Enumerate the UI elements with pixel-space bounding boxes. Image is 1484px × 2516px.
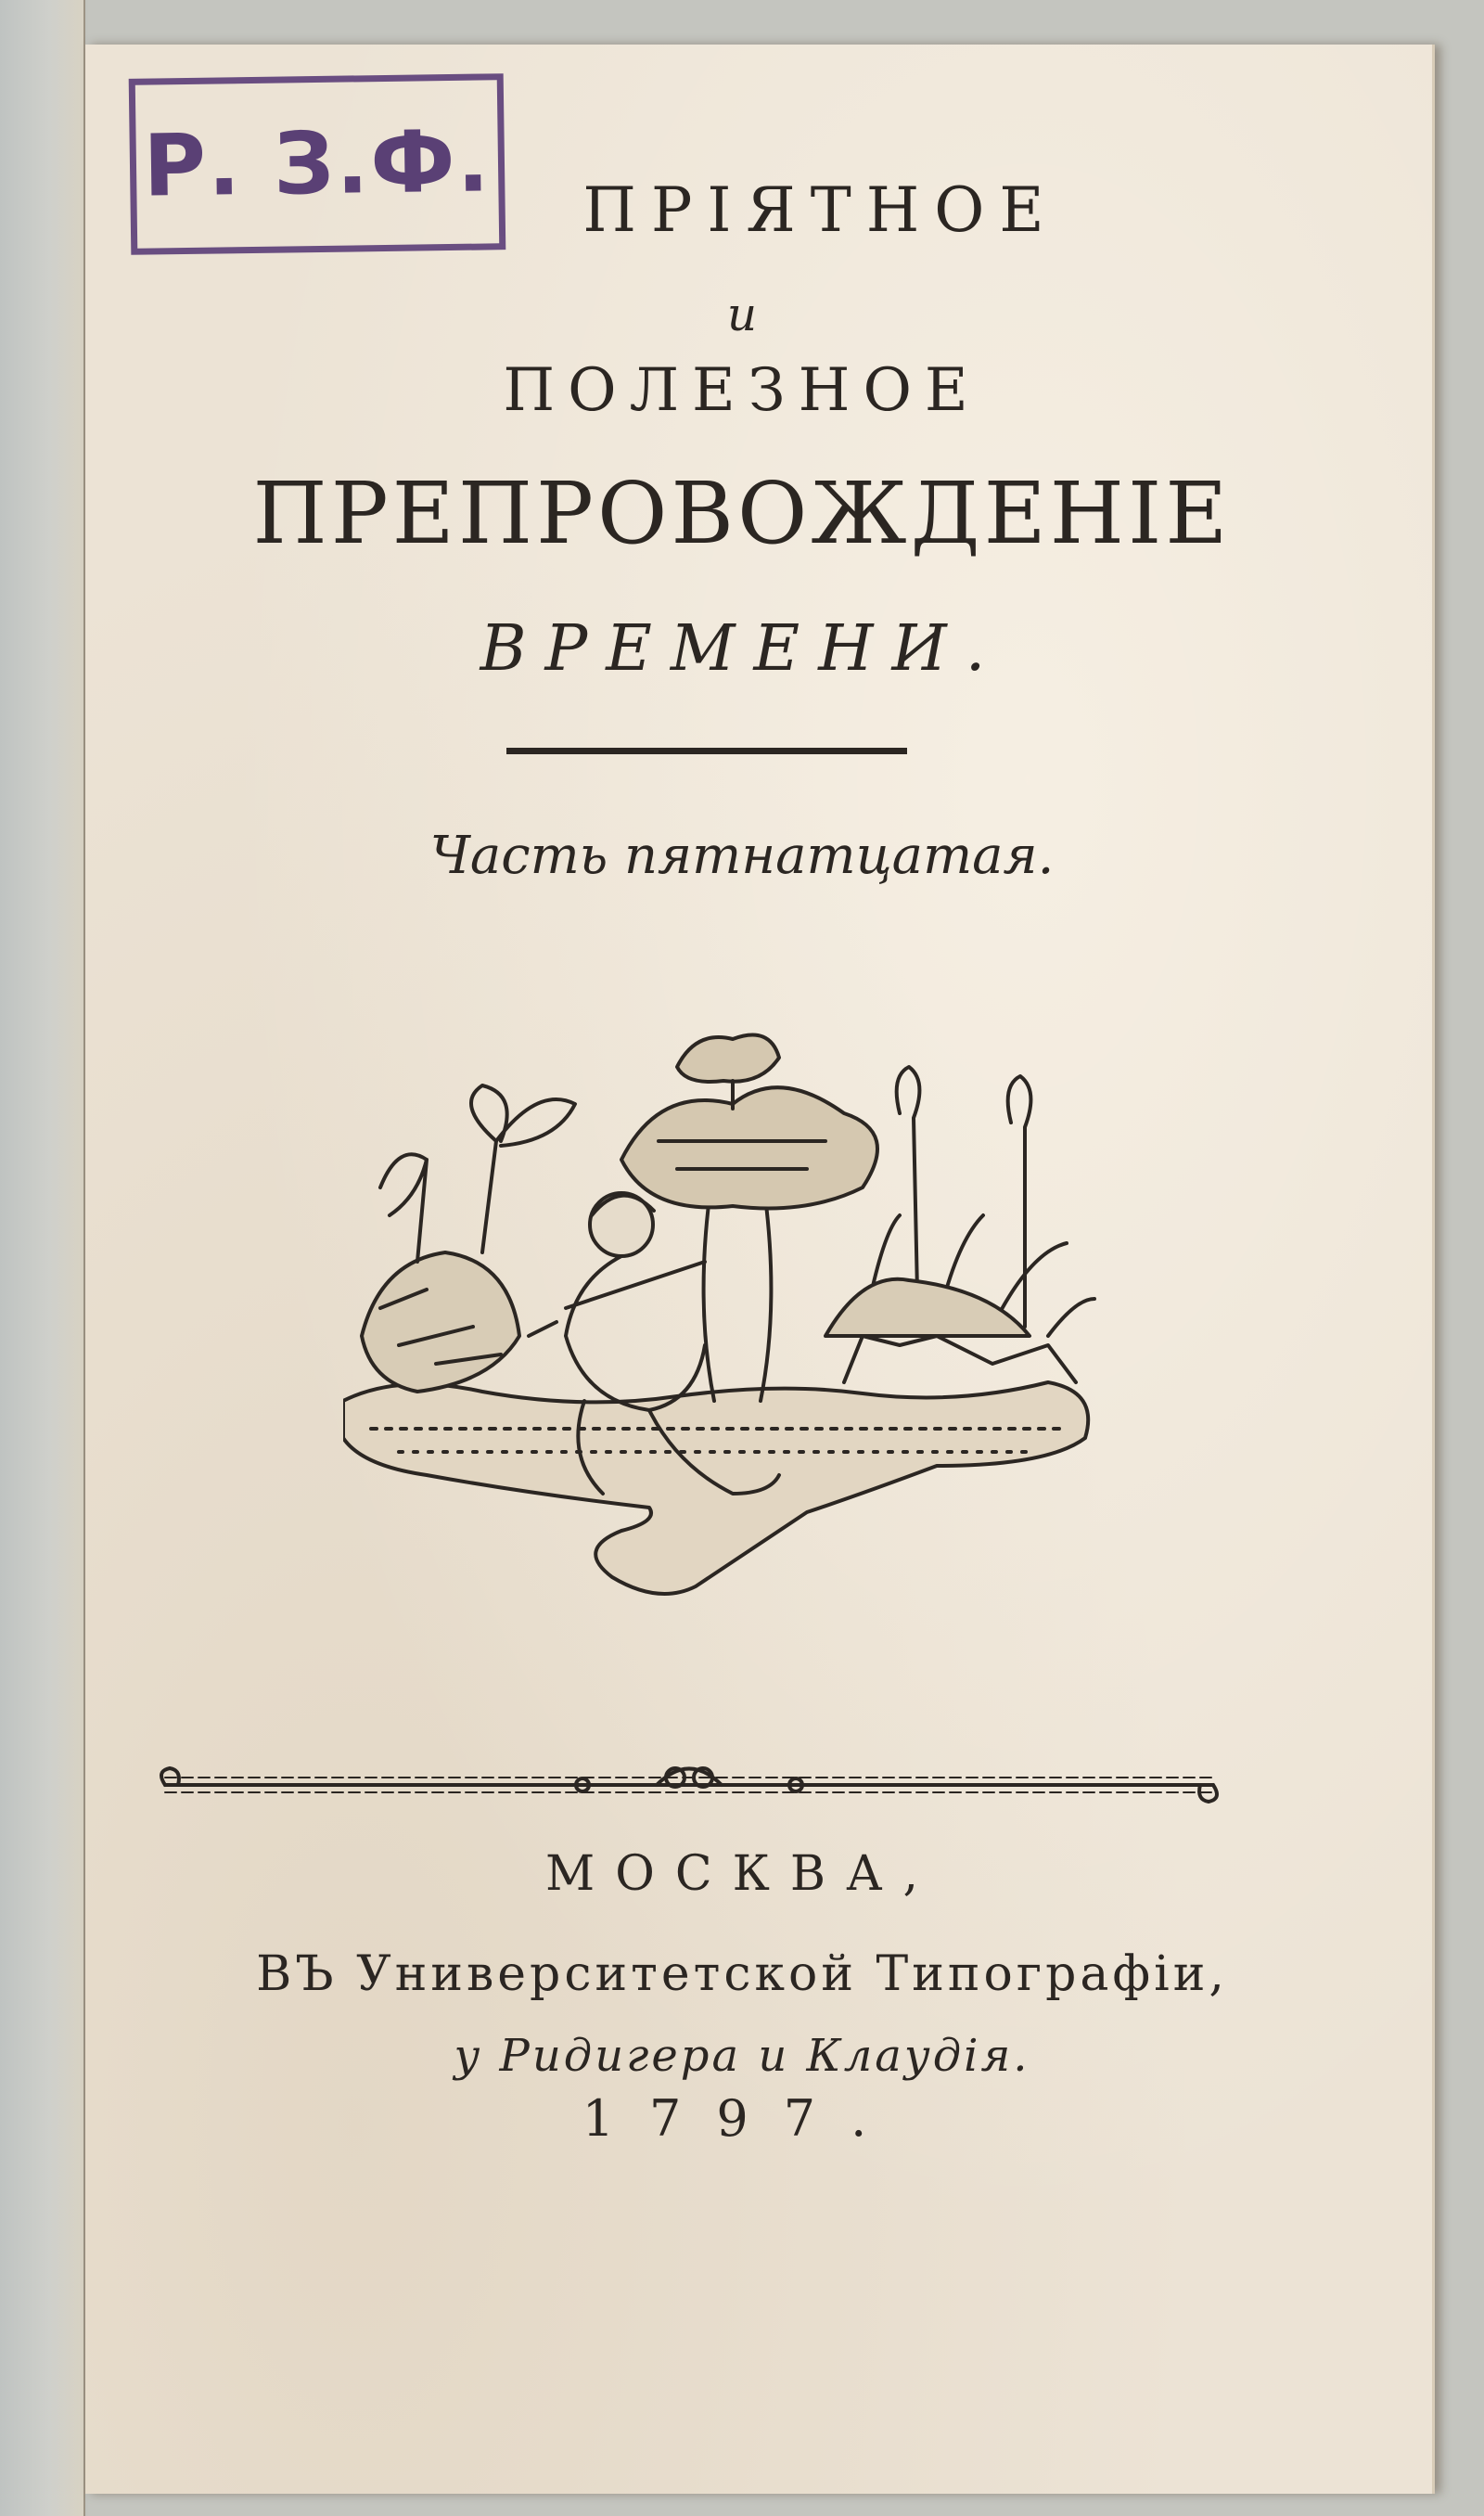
title-line-1: ПРІЯТНОЕ	[582, 174, 1059, 246]
library-stamp: Р. З.Ф.	[129, 73, 506, 255]
title-line-5: ВРЕМЕНИ.	[480, 612, 1004, 686]
ornamental-rule	[156, 1757, 1222, 1813]
title-rule	[506, 748, 907, 754]
title-line-2: и	[726, 288, 758, 341]
imprint-year: 1797.	[582, 2089, 902, 2148]
imprint-city: МОСКВА,	[544, 1846, 940, 1902]
woodcut-vignette-illustration	[343, 1030, 1104, 1605]
imprint-press: ВЪ Университетской Типографіи,	[256, 1946, 1228, 2002]
title-line-4: ПРЕПРОВОЖДЕНІЕ	[252, 464, 1232, 563]
title-line-3: ПОЛЕЗНОЕ	[503, 356, 981, 425]
imprint-printers: у Ридигера и Клаудія.	[454, 2030, 1030, 2082]
part-label: Часть пятнатцатая.	[429, 826, 1055, 886]
